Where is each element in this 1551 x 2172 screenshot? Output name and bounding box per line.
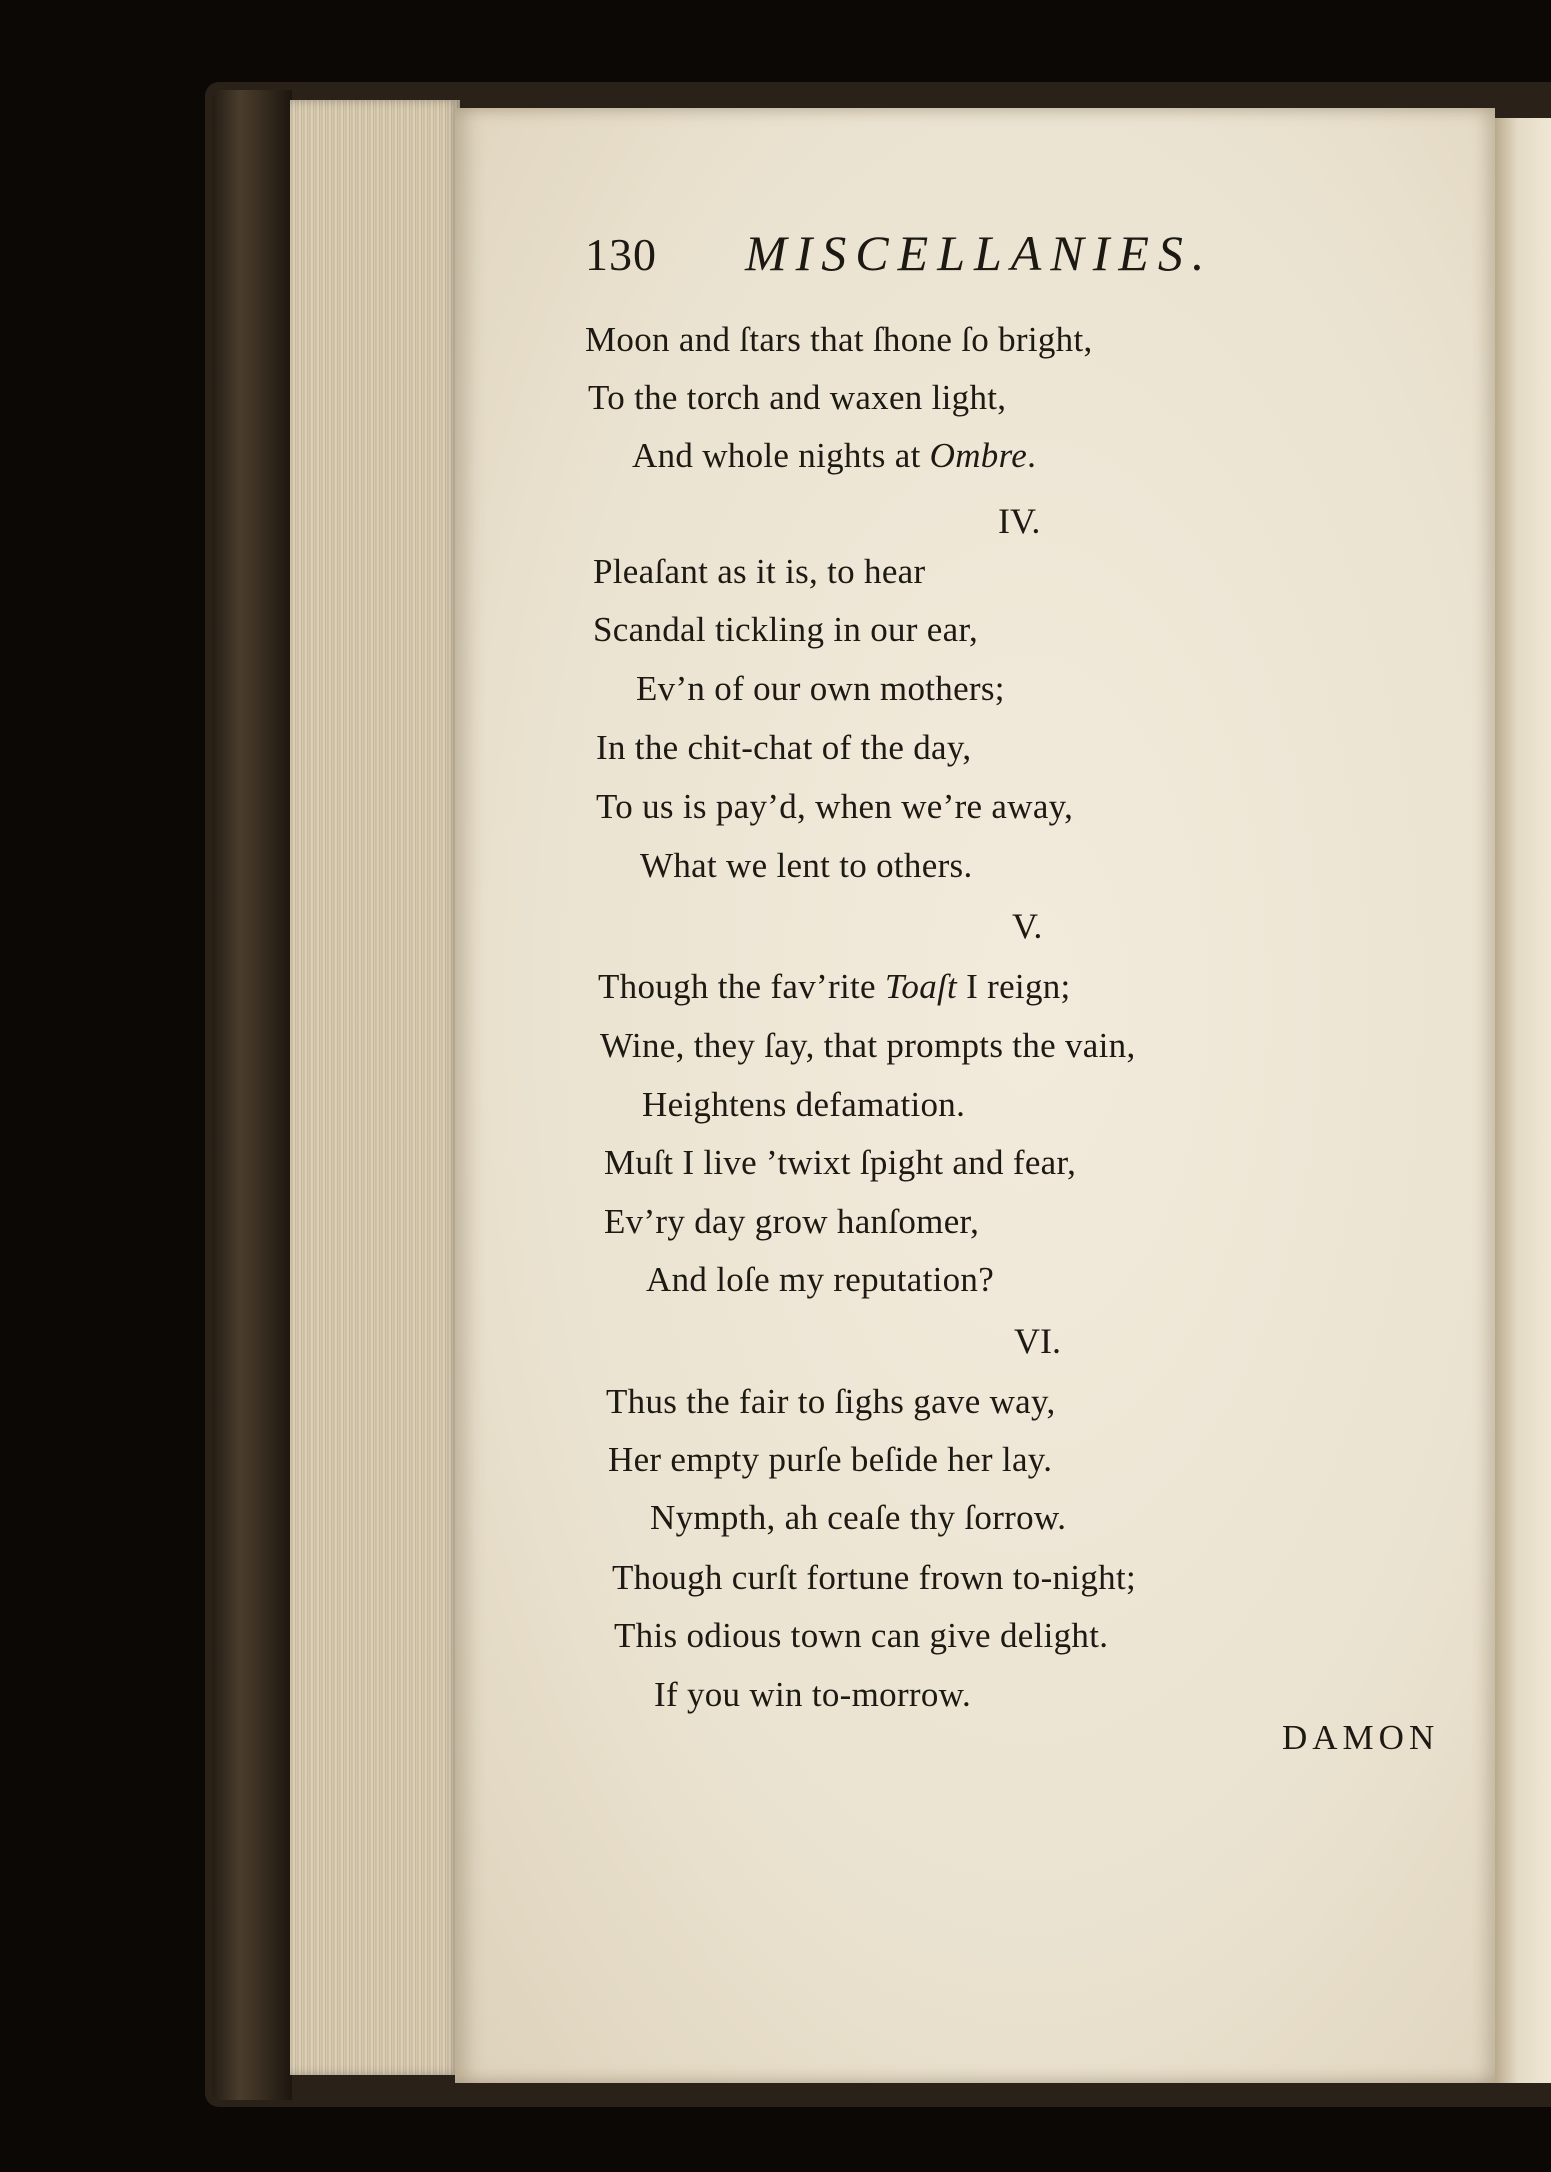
stanza-numeral: V. [1012, 906, 1043, 946]
verse-line: And loſe my reputation? [646, 1260, 995, 1299]
verse-line: Nympth, ah ceaſe thy ſorrow. [650, 1498, 1067, 1537]
stanza-numeral: IV. [998, 501, 1041, 541]
verse-line: Though the fav’rite Toaſt I reign; [598, 967, 1071, 1006]
catchword: DAMON [1282, 1718, 1440, 1757]
stanza-numeral: VI. [1014, 1321, 1061, 1361]
verse-line: What we lent to others. [640, 846, 973, 885]
verse-line: Muſt I live ’twixt ſpight and fear, [604, 1143, 1077, 1182]
verse-line: Moon and ſtars that ſhone ſo bright, [585, 320, 1093, 359]
verse-line: Pleaſant as it is, to hear [593, 552, 926, 591]
facing-page-edge [1495, 118, 1551, 2083]
verse-line: To the torch and waxen light, [588, 378, 1007, 417]
running-head [585, 225, 1305, 288]
verse-line: Ev’n of our own mothers; [636, 669, 1005, 708]
verse-line: This odious town can give delight. [614, 1616, 1109, 1655]
verse-line: Thus the fair to ſighs gave way, [606, 1382, 1056, 1421]
verse-line: To us is pay’d, when we’re away, [596, 787, 1074, 826]
verse-line: Ev’ry day grow hanſomer, [604, 1202, 980, 1241]
book-spine [212, 90, 292, 2100]
verse-line: Though curſt fortune frown to-night; [612, 1558, 1137, 1597]
verse-line: And whole nights at Ombre. [632, 436, 1037, 475]
verse-line: Heightens defamation. [642, 1085, 966, 1124]
verse-line: Wine, they ſay, that prompts the vain, [600, 1026, 1136, 1065]
verse-line: In the chit-chat of the day, [596, 728, 972, 767]
verse-line: Scandal tickling in our ear, [593, 610, 979, 649]
verse-line: If you win to-morrow. [654, 1675, 972, 1714]
page-number: 130 [585, 229, 657, 280]
running-title: MISCELLANIES. [745, 225, 1214, 281]
page-edges [290, 100, 460, 2075]
verse-line: Her empty purſe beſide her lay. [608, 1440, 1053, 1479]
